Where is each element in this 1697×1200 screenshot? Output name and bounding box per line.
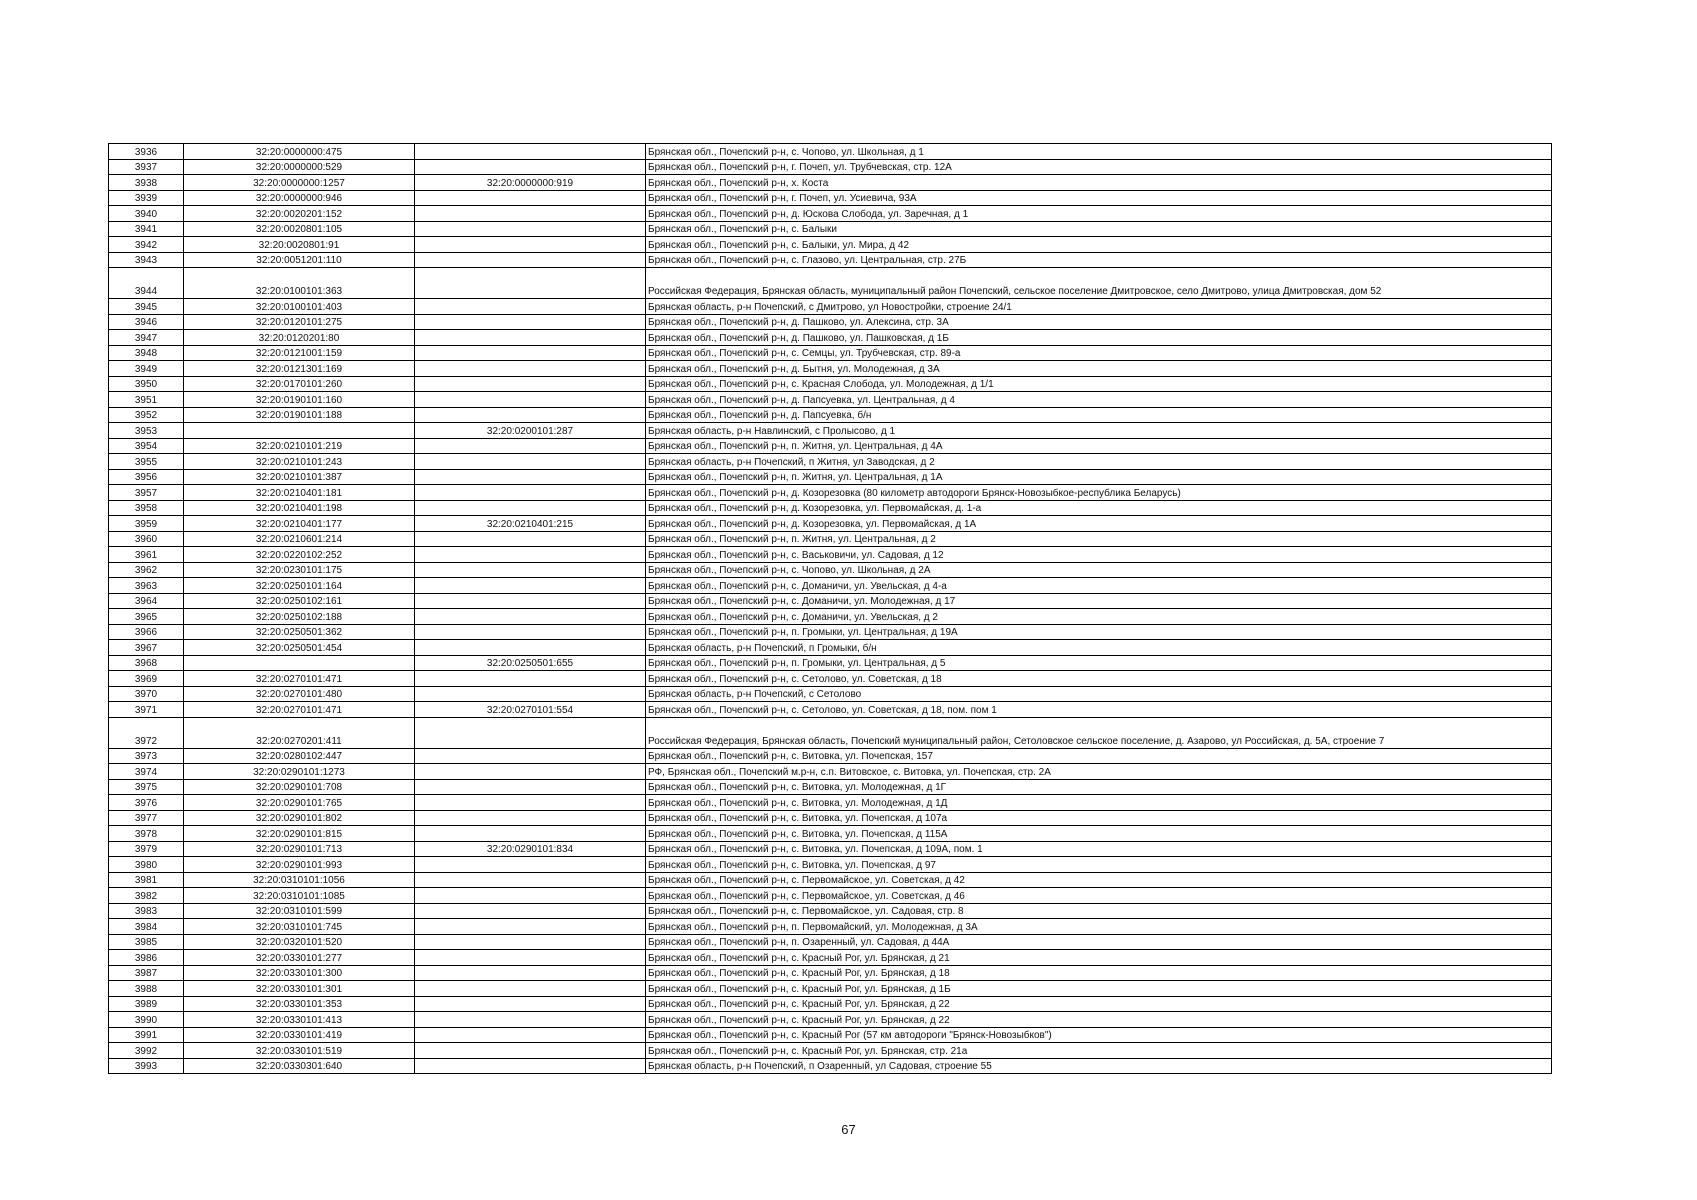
row-number-cell: 3956 — [109, 469, 184, 485]
linked-cadastral-number-cell — [415, 345, 646, 361]
address-cell: Брянская обл., Почепский р-н, с. Первомайское, ул. Советская, д 42 — [646, 872, 1552, 888]
table-row — [109, 950, 1552, 966]
linked-cadastral-number-cell — [415, 469, 646, 485]
linked-cadastral-number-cell — [415, 826, 646, 842]
address-cell: Брянская обл., Почепский р-н, с. Витовка, ул. Почепская, д 109А, пом. 1 — [646, 841, 1552, 857]
row-number-cell: 3969 — [109, 671, 184, 687]
table-row — [109, 190, 1552, 206]
linked-cadastral-number-cell — [415, 810, 646, 826]
table-row — [109, 175, 1552, 191]
address-cell: Брянская обл., Почепский р-н, п. Житня, ул. Центральная, д 4А — [646, 438, 1552, 454]
address-cell: Брянская обл., Почепский р-н, с. Красный Рог, ул. Брянская, д 21 — [646, 950, 1552, 966]
linked-cadastral-number-cell — [415, 888, 646, 904]
cadastral-number-cell: 32:20:0020801:91 — [184, 237, 415, 253]
cadastral-number-cell: 32:20:0290101:765 — [184, 795, 415, 811]
cadastral-number-cell: 32:20:0210401:181 — [184, 485, 415, 501]
row-number-cell: 3968 — [109, 655, 184, 671]
row-number-cell: 3989 — [109, 996, 184, 1012]
address-cell: Брянская обл., Почепский р-н, с. Витовка, ул. Почепская, 157 — [646, 748, 1552, 764]
table-row — [109, 221, 1552, 237]
linked-cadastral-number-cell — [415, 330, 646, 346]
address-cell: Брянская обл., Почепский р-н, с. Сетолово, ул. Советская, д 18, пом. пом 1 — [646, 702, 1552, 718]
linked-cadastral-number-cell — [415, 857, 646, 873]
table-row — [109, 500, 1552, 516]
linked-cadastral-number-cell — [415, 531, 646, 547]
table-row — [109, 872, 1552, 888]
cadastral-number-cell: 32:20:0290101:1273 — [184, 764, 415, 780]
cadastral-number-cell: 32:20:0210101:219 — [184, 438, 415, 454]
table-row — [109, 1058, 1552, 1074]
table-row — [109, 454, 1552, 470]
table-row — [109, 330, 1552, 346]
linked-cadastral-number-cell: 32:20:0290101:834 — [415, 841, 646, 857]
cadastral-number-cell: 32:20:0250102:161 — [184, 593, 415, 609]
table-row — [109, 547, 1552, 563]
linked-cadastral-number-cell — [415, 221, 646, 237]
cadastral-number-cell: 32:20:0290101:713 — [184, 841, 415, 857]
table-row — [109, 593, 1552, 609]
linked-cadastral-number-cell — [415, 764, 646, 780]
address-cell: Брянская обл., Почепский р-н, с. Витовка, ул. Почепская, д 97 — [646, 857, 1552, 873]
row-number-cell: 3977 — [109, 810, 184, 826]
address-cell: Брянская обл., Почепский р-н, с. Балыки, ул. Мира, д 42 — [646, 237, 1552, 253]
linked-cadastral-number-cell: 32:20:0200101:287 — [415, 423, 646, 439]
linked-cadastral-number-cell — [415, 376, 646, 392]
address-cell: Брянская обл., Почепский р-н, с. Первомайское, ул. Садовая, стр. 8 — [646, 903, 1552, 919]
cadastral-number-cell: 32:20:0290101:993 — [184, 857, 415, 873]
address-cell: Брянская обл., Почепский р-н, д. Папсуевка, ул. Центральная, д 4 — [646, 392, 1552, 408]
linked-cadastral-number-cell — [415, 392, 646, 408]
linked-cadastral-number-cell — [415, 965, 646, 981]
table-row — [109, 609, 1552, 625]
linked-cadastral-number-cell — [415, 252, 646, 268]
cadastral-number-cell: 32:20:0310101:599 — [184, 903, 415, 919]
cadastral-number-cell: 32:20:0000000:529 — [184, 159, 415, 175]
linked-cadastral-number-cell — [415, 981, 646, 997]
linked-cadastral-number-cell — [415, 454, 646, 470]
address-cell: Российская Федерация, Брянская область, Почепский муниципальный район, Сетоловское сельское поселение, д. Азарово, ул Российская, д. 5А, строение 7 — [646, 717, 1552, 748]
address-cell: Брянская обл., Почепский р-н, с. Витовка, ул. Молодежная, д 1Д — [646, 795, 1552, 811]
row-number-cell: 3945 — [109, 299, 184, 315]
table-row — [109, 144, 1552, 160]
table-row — [109, 407, 1552, 423]
linked-cadastral-number-cell — [415, 268, 646, 299]
address-cell: Брянская обл., Почепский р-н, г. Почеп, ул. Трубчевская, стр. 12А — [646, 159, 1552, 175]
linked-cadastral-number-cell — [415, 314, 646, 330]
cadastral-number-cell: 32:20:0190101:188 — [184, 407, 415, 423]
cadastral-number-cell: 32:20:0330101:300 — [184, 965, 415, 981]
table-row — [109, 981, 1552, 997]
cadastral-number-cell: 32:20:0210401:177 — [184, 516, 415, 532]
row-number-cell: 3973 — [109, 748, 184, 764]
address-cell: Брянская область, р-н Почепский, с Дмитрово, ул Новостройки, строение 24/1 — [646, 299, 1552, 315]
table-row — [109, 655, 1552, 671]
table-row — [109, 314, 1552, 330]
cadastral-number-cell: 32:20:0280102:447 — [184, 748, 415, 764]
linked-cadastral-number-cell — [415, 950, 646, 966]
cadastral-number-cell: 32:20:0120201:80 — [184, 330, 415, 346]
address-cell: Брянская обл., Почепский р-н, п. Громыки, ул. Центральная, д 5 — [646, 655, 1552, 671]
linked-cadastral-number-cell — [415, 407, 646, 423]
linked-cadastral-number-cell — [415, 578, 646, 594]
cadastral-number-cell: 32:20:0020801:105 — [184, 221, 415, 237]
table-row — [109, 996, 1552, 1012]
cadastral-number-cell: 32:20:0250101:164 — [184, 578, 415, 594]
address-cell: Брянская область, р-н Почепский, п Громыки, б/н — [646, 640, 1552, 656]
row-number-cell: 3980 — [109, 857, 184, 873]
cadastral-number-cell — [184, 423, 415, 439]
address-cell: Брянская обл., Почепский р-н, д. Пашково, ул. Алексина, стр. 3А — [646, 314, 1552, 330]
cadastral-number-cell: 32:20:0330101:301 — [184, 981, 415, 997]
linked-cadastral-number-cell — [415, 779, 646, 795]
linked-cadastral-number-cell — [415, 361, 646, 377]
row-number-cell: 3962 — [109, 562, 184, 578]
linked-cadastral-number-cell — [415, 593, 646, 609]
row-number-cell: 3993 — [109, 1058, 184, 1074]
row-number-cell: 3983 — [109, 903, 184, 919]
table-row — [109, 376, 1552, 392]
table-row — [109, 903, 1552, 919]
cadastral-number-cell: 32:20:0190101:160 — [184, 392, 415, 408]
linked-cadastral-number-cell — [415, 640, 646, 656]
linked-cadastral-number-cell — [415, 1058, 646, 1074]
row-number-cell: 3947 — [109, 330, 184, 346]
address-cell: Брянская обл., Почепский р-н, с. Красный Рог, ул. Брянская, стр. 21а — [646, 1043, 1552, 1059]
row-number-cell: 3986 — [109, 950, 184, 966]
cadastral-number-cell: 32:20:0121301:169 — [184, 361, 415, 377]
cadastral-number-cell: 32:20:0270101:471 — [184, 702, 415, 718]
cadastral-number-cell: 32:20:0100101:403 — [184, 299, 415, 315]
table-row — [109, 919, 1552, 935]
row-number-cell: 3941 — [109, 221, 184, 237]
row-number-cell: 3949 — [109, 361, 184, 377]
address-cell: Брянская обл., Почепский р-н, х. Коста — [646, 175, 1552, 191]
cadastral-number-cell: 32:20:0000000:475 — [184, 144, 415, 160]
cadastral-number-cell: 32:20:0210101:387 — [184, 469, 415, 485]
cadastral-number-cell: 32:20:0210101:243 — [184, 454, 415, 470]
cadastral-number-cell: 32:20:0320101:520 — [184, 934, 415, 950]
linked-cadastral-number-cell — [415, 438, 646, 454]
address-cell: Брянская обл., Почепский р-н, с. Чопово, ул. Школьная, д 2А — [646, 562, 1552, 578]
address-cell: Брянская обл., Почепский р-н, с. Красный Рог (57 км автодороги "Брянск-Новозыбков") — [646, 1027, 1552, 1043]
cadastral-number-cell: 32:20:0310101:1056 — [184, 872, 415, 888]
row-number-cell: 3961 — [109, 547, 184, 563]
address-cell: Брянская обл., Почепский р-н, с. Красный Рог, ул. Брянская, д 22 — [646, 1012, 1552, 1028]
row-number-cell: 3965 — [109, 609, 184, 625]
linked-cadastral-number-cell — [415, 903, 646, 919]
cadastral-number-cell: 32:20:0330301:640 — [184, 1058, 415, 1074]
row-number-cell: 3954 — [109, 438, 184, 454]
table-row — [109, 392, 1552, 408]
row-number-cell: 3940 — [109, 206, 184, 222]
row-number-cell: 3970 — [109, 686, 184, 702]
address-cell: Брянская обл., Почепский р-н, д. Папсуевка, б/н — [646, 407, 1552, 423]
row-number-cell: 3957 — [109, 485, 184, 501]
address-cell: Российская Федерация, Брянская область, муниципальный район Почепский, сельское поселение Дмитровское, село Дмитрово, улица Дмитровская, дом 52 — [646, 268, 1552, 299]
linked-cadastral-number-cell — [415, 1027, 646, 1043]
linked-cadastral-number-cell — [415, 996, 646, 1012]
cadastral-number-cell: 32:20:0310101:1085 — [184, 888, 415, 904]
row-number-cell: 3988 — [109, 981, 184, 997]
table-row — [109, 562, 1552, 578]
row-number-cell: 3936 — [109, 144, 184, 160]
linked-cadastral-number-cell — [415, 671, 646, 687]
row-number-cell: 3984 — [109, 919, 184, 935]
page-number: 67 — [841, 1122, 856, 1137]
address-cell: РФ, Брянская обл., Почепский м.р-н, с.п. Витовское, с. Витовка, ул. Почепская, стр. 2А — [646, 764, 1552, 780]
cadastral-number-cell — [184, 655, 415, 671]
table-row — [109, 578, 1552, 594]
cadastral-number-cell: 32:20:0000000:1257 — [184, 175, 415, 191]
cadastral-table — [108, 143, 1552, 1074]
address-cell: Брянская обл., Почепский р-н, д. Бытня, ул. Молодежная, д 3А — [646, 361, 1552, 377]
cadastral-number-cell: 32:20:0120101:275 — [184, 314, 415, 330]
cadastral-number-cell: 32:20:0210401:198 — [184, 500, 415, 516]
table-row — [109, 361, 1552, 377]
table-row — [109, 810, 1552, 826]
row-number-cell: 3975 — [109, 779, 184, 795]
cadastral-number-cell: 32:20:0210601:214 — [184, 531, 415, 547]
cadastral-number-cell: 32:20:0020201:152 — [184, 206, 415, 222]
row-number-cell: 3985 — [109, 934, 184, 950]
table-row — [109, 640, 1552, 656]
address-cell: Брянская обл., Почепский р-н, г. Почеп, ул. Усиевича, 93А — [646, 190, 1552, 206]
address-cell: Брянская обл., Почепский р-н, д. Козорезовка (80 километр автодороги Брянск-Новозыбкое-республика Беларусь) — [646, 485, 1552, 501]
address-cell: Брянская обл., Почепский р-н, с. Красный Рог, ул. Брянская, д 1Б — [646, 981, 1552, 997]
table-row — [109, 826, 1552, 842]
address-cell: Брянская обл., Почепский р-н, с. Васьковичи, ул. Садовая, д 12 — [646, 547, 1552, 563]
table-row — [109, 795, 1552, 811]
table-row — [109, 299, 1552, 315]
row-number-cell: 3944 — [109, 268, 184, 299]
address-cell: Брянская область, р-н Почепский, с Сетолово — [646, 686, 1552, 702]
linked-cadastral-number-cell: 32:20:0270101:554 — [415, 702, 646, 718]
row-number-cell: 3963 — [109, 578, 184, 594]
cadastral-number-cell: 32:20:0000000:946 — [184, 190, 415, 206]
address-cell: Брянская обл., Почепский р-н, д. Пашково, ул. Пашковская, д 1Б — [646, 330, 1552, 346]
table-row — [109, 717, 1552, 748]
address-cell: Брянская обл., Почепский р-н, с. Доманичи, ул. Увельская, д 2 — [646, 609, 1552, 625]
cadastral-number-cell: 32:20:0330101:353 — [184, 996, 415, 1012]
cadastral-number-cell: 32:20:0250501:362 — [184, 624, 415, 640]
table-row — [109, 1012, 1552, 1028]
address-cell: Брянская обл., Почепский р-н, п. Житня, ул. Центральная, д 1А — [646, 469, 1552, 485]
address-cell: Брянская обл., Почепский р-н, с. Витовка, ул. Молодежная, д 1Г — [646, 779, 1552, 795]
row-number-cell: 3950 — [109, 376, 184, 392]
table-row — [109, 779, 1552, 795]
address-cell: Брянская область, р-н Почепский, п Житня, ул Заводская, д 2 — [646, 454, 1552, 470]
linked-cadastral-number-cell — [415, 717, 646, 748]
linked-cadastral-number-cell — [415, 299, 646, 315]
table-row — [109, 1043, 1552, 1059]
row-number-cell: 3958 — [109, 500, 184, 516]
cadastral-number-cell: 32:20:0330101:519 — [184, 1043, 415, 1059]
row-number-cell: 3937 — [109, 159, 184, 175]
table-row — [109, 965, 1552, 981]
row-number-cell: 3987 — [109, 965, 184, 981]
table-row — [109, 268, 1552, 299]
address-cell: Брянская обл., Почепский р-н, п. Житня, ул. Центральная, д 2 — [646, 531, 1552, 547]
linked-cadastral-number-cell — [415, 144, 646, 160]
row-number-cell: 3992 — [109, 1043, 184, 1059]
table-row — [109, 159, 1552, 175]
cadastral-number-cell: 32:20:0250102:188 — [184, 609, 415, 625]
table-row — [109, 485, 1552, 501]
cadastral-number-cell: 32:20:0290101:815 — [184, 826, 415, 842]
linked-cadastral-number-cell — [415, 1043, 646, 1059]
row-number-cell: 3943 — [109, 252, 184, 268]
address-cell: Брянская обл., Почепский р-н, с. Красная Слобода, ул. Молодежная, д 1/1 — [646, 376, 1552, 392]
row-number-cell: 3938 — [109, 175, 184, 191]
address-cell: Брянская обл., Почепский р-н, с. Красный Рог, ул. Брянская, д 22 — [646, 996, 1552, 1012]
linked-cadastral-number-cell — [415, 624, 646, 640]
row-number-cell: 3981 — [109, 872, 184, 888]
row-number-cell: 3951 — [109, 392, 184, 408]
address-cell: Брянская обл., Почепский р-н, с. Первомайское, ул. Советская, д 46 — [646, 888, 1552, 904]
linked-cadastral-number-cell — [415, 500, 646, 516]
table-row — [109, 469, 1552, 485]
row-number-cell: 3982 — [109, 888, 184, 904]
cadastral-number-cell: 32:20:0330101:419 — [184, 1027, 415, 1043]
row-number-cell: 3948 — [109, 345, 184, 361]
address-cell: Брянская область, р-н Навлинский, с Пролысово, д 1 — [646, 423, 1552, 439]
table-row — [109, 748, 1552, 764]
table-row — [109, 237, 1552, 253]
table-row — [109, 531, 1552, 547]
cadastral-number-cell: 32:20:0100101:363 — [184, 268, 415, 299]
row-number-cell: 3946 — [109, 314, 184, 330]
row-number-cell: 3939 — [109, 190, 184, 206]
linked-cadastral-number-cell — [415, 190, 646, 206]
cadastral-number-cell: 32:20:0270101:471 — [184, 671, 415, 687]
table-row — [109, 206, 1552, 222]
linked-cadastral-number-cell — [415, 206, 646, 222]
row-number-cell: 3966 — [109, 624, 184, 640]
table-row — [109, 671, 1552, 687]
address-cell: Брянская обл., Почепский р-н, с. Красный Рог, ул. Брянская, д 18 — [646, 965, 1552, 981]
cadastral-number-cell: 32:20:0270101:480 — [184, 686, 415, 702]
table-row — [109, 764, 1552, 780]
address-cell: Брянская обл., Почепский р-н, д. Юскова Слобода, ул. Заречная, д 1 — [646, 206, 1552, 222]
address-cell: Брянская обл., Почепский р-н, с. Витовка, ул. Почепская, д 107а — [646, 810, 1552, 826]
linked-cadastral-number-cell — [415, 686, 646, 702]
linked-cadastral-number-cell — [415, 237, 646, 253]
table-row — [109, 934, 1552, 950]
row-number-cell: 3979 — [109, 841, 184, 857]
cadastral-number-cell: 32:20:0290101:802 — [184, 810, 415, 826]
row-number-cell: 3942 — [109, 237, 184, 253]
row-number-cell: 3976 — [109, 795, 184, 811]
linked-cadastral-number-cell — [415, 934, 646, 950]
row-number-cell: 3972 — [109, 717, 184, 748]
linked-cadastral-number-cell — [415, 795, 646, 811]
linked-cadastral-number-cell: 32:20:0000000:919 — [415, 175, 646, 191]
table-row — [109, 1027, 1552, 1043]
row-number-cell: 3959 — [109, 516, 184, 532]
table-row — [109, 888, 1552, 904]
address-cell: Брянская обл., Почепский р-н, с. Глазово, ул. Центральная, стр. 27Б — [646, 252, 1552, 268]
address-cell: Брянская обл., Почепский р-н, п. Первомайский, ул. Молодежная, д 3А — [646, 919, 1552, 935]
linked-cadastral-number-cell — [415, 1012, 646, 1028]
row-number-cell: 3960 — [109, 531, 184, 547]
cadastral-number-cell: 32:20:0330101:413 — [184, 1012, 415, 1028]
linked-cadastral-number-cell — [415, 562, 646, 578]
row-number-cell: 3978 — [109, 826, 184, 842]
address-cell: Брянская область, р-н Почепский, п Озаренный, ул Садовая, строение 55 — [646, 1058, 1552, 1074]
linked-cadastral-number-cell — [415, 919, 646, 935]
linked-cadastral-number-cell — [415, 872, 646, 888]
cadastral-number-cell: 32:20:0220102:252 — [184, 547, 415, 563]
table-row — [109, 624, 1552, 640]
row-number-cell: 3964 — [109, 593, 184, 609]
address-cell: Брянская обл., Почепский р-н, с. Семцы, ул. Трубчевская, стр. 89-а — [646, 345, 1552, 361]
table-row — [109, 423, 1552, 439]
row-number-cell: 3952 — [109, 407, 184, 423]
cadastral-number-cell: 32:20:0230101:175 — [184, 562, 415, 578]
row-number-cell: 3971 — [109, 702, 184, 718]
row-number-cell: 3974 — [109, 764, 184, 780]
cadastral-number-cell: 32:20:0051201:110 — [184, 252, 415, 268]
linked-cadastral-number-cell — [415, 159, 646, 175]
address-cell: Брянская обл., Почепский р-н, п. Озаренный, ул. Садовая, д 44А — [646, 934, 1552, 950]
row-number-cell: 3967 — [109, 640, 184, 656]
address-cell: Брянская обл., Почепский р-н, п. Громыки, ул. Центральная, д 19А — [646, 624, 1552, 640]
cadastral-number-cell: 32:20:0170101:260 — [184, 376, 415, 392]
linked-cadastral-number-cell — [415, 609, 646, 625]
linked-cadastral-number-cell: 32:20:0250501:655 — [415, 655, 646, 671]
row-number-cell: 3990 — [109, 1012, 184, 1028]
address-cell: Брянская обл., Почепский р-н, д. Козорезовка, ул. Первомайская, д 1А — [646, 516, 1552, 532]
address-cell: Брянская обл., Почепский р-н, с. Чопово, ул. Школьная, д 1 — [646, 144, 1552, 160]
table-row — [109, 686, 1552, 702]
table-body — [109, 144, 1552, 1074]
row-number-cell: 3991 — [109, 1027, 184, 1043]
address-cell: Брянская обл., Почепский р-н, с. Доманичи, ул. Увельская, д 4-а — [646, 578, 1552, 594]
address-cell: Брянская обл., Почепский р-н, с. Балыки — [646, 221, 1552, 237]
row-number-cell: 3955 — [109, 454, 184, 470]
table-row — [109, 857, 1552, 873]
cadastral-number-cell: 32:20:0290101:708 — [184, 779, 415, 795]
table-row — [109, 516, 1552, 532]
cadastral-number-cell: 32:20:0250501:454 — [184, 640, 415, 656]
cadastral-number-cell: 32:20:0270201:411 — [184, 717, 415, 748]
linked-cadastral-number-cell — [415, 748, 646, 764]
table-row — [109, 345, 1552, 361]
table-row — [109, 252, 1552, 268]
table-row — [109, 841, 1552, 857]
table-row — [109, 702, 1552, 718]
address-cell: Брянская обл., Почепский р-н, д. Козорезовка, ул. Первомайская, д. 1-а — [646, 500, 1552, 516]
cadastral-number-cell: 32:20:0330101:277 — [184, 950, 415, 966]
cadastral-number-cell: 32:20:0310101:745 — [184, 919, 415, 935]
address-cell: Брянская обл., Почепский р-н, с. Сетолово, ул. Советская, д 18 — [646, 671, 1552, 687]
address-cell: Брянская обл., Почепский р-н, с. Доманичи, ул. Молодежная, д 17 — [646, 593, 1552, 609]
address-cell: Брянская обл., Почепский р-н, с. Витовка, ул. Почепская, д 115А — [646, 826, 1552, 842]
cadastral-number-cell: 32:20:0121001:159 — [184, 345, 415, 361]
table-row — [109, 438, 1552, 454]
linked-cadastral-number-cell: 32:20:0210401:215 — [415, 516, 646, 532]
linked-cadastral-number-cell — [415, 547, 646, 563]
row-number-cell: 3953 — [109, 423, 184, 439]
linked-cadastral-number-cell — [415, 485, 646, 501]
